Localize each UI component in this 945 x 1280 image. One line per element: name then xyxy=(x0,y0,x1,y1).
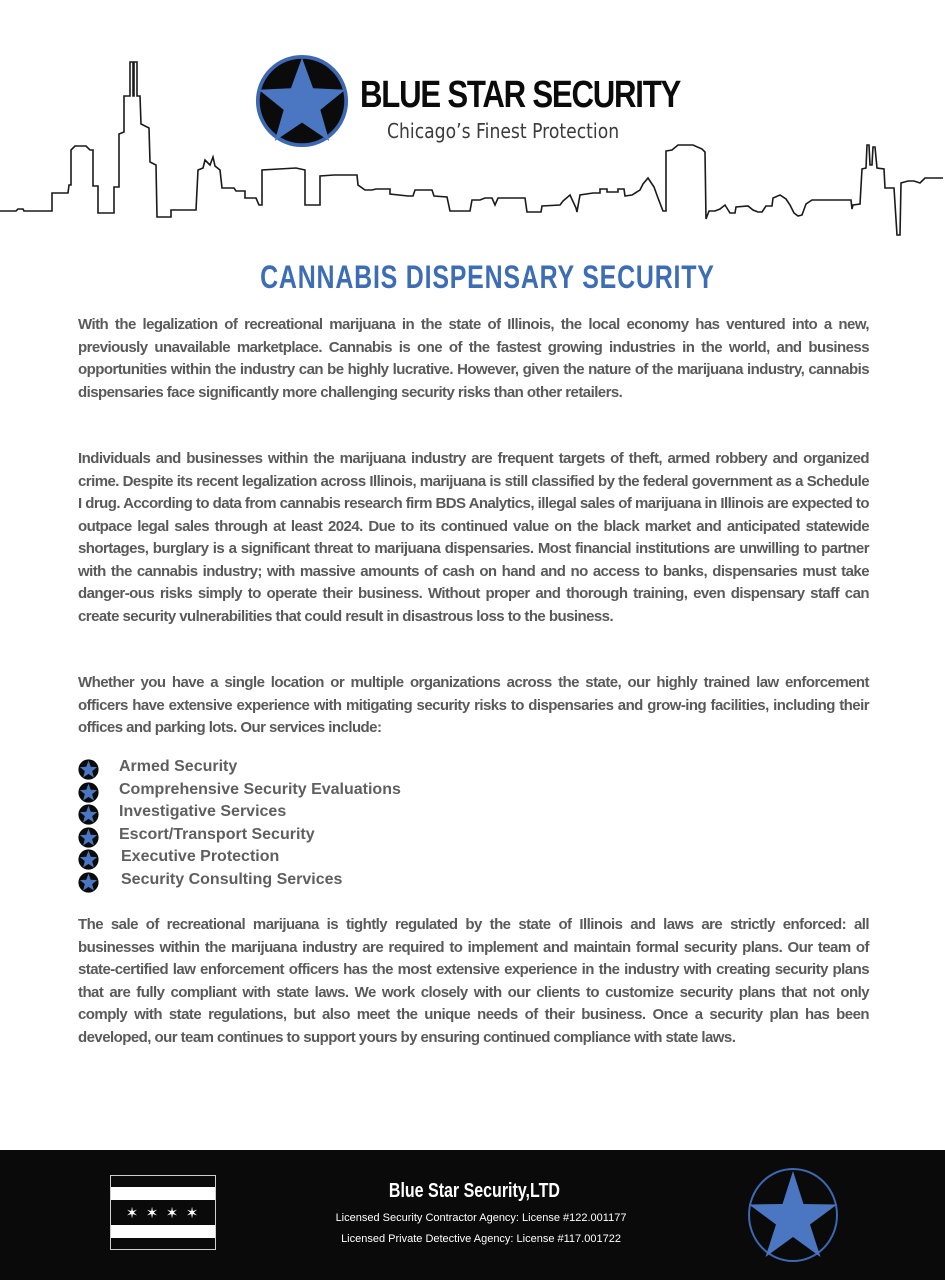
brand-tagline: Chicago’s Finest Protection xyxy=(387,119,620,143)
svg-text:✶: ✶ xyxy=(145,1204,159,1222)
service-label: Security Consulting Services xyxy=(121,870,343,888)
service-label: Escort/Transport Security xyxy=(119,825,315,843)
svg-text:✶: ✶ xyxy=(165,1204,179,1222)
list-item xyxy=(78,802,478,825)
paragraph-text: Individuals and businesses within the marijuana industry are frequent targets of theft, armed robbery and organized crime. Despite its recent legalization across Illinois, marijuana is still classified by the federal government as a Schedule I drug. According to data from cannabis research firm BDS Analytics, illegal sales of marijuana in Illinois are expected to outpace legal sales through at least 2024. Due to its continued value on the black market and anticipated statewide shortages, burglary is a significant threat to marijuana dispensaries. Most financial institutions are unwilling to partner with the cannabis industry; with massive amounts of cash on hand and no access to banks, dispensaries must take danger-ous risks simply to operate their business. Without proper and thorough training, even dispensary staff can create security vulnerabilities that could result in disastrous loss to the business. xyxy=(78,450,869,625)
blue-star-bullet-icon xyxy=(78,827,99,848)
service-label: Executive Protection xyxy=(121,848,280,866)
paragraph-risks xyxy=(78,448,869,628)
brand-name: BLUE STAR SECURITY xyxy=(360,74,681,116)
service-label: Comprehensive Security Evaluations xyxy=(119,780,401,798)
blue-star-bullet-icon xyxy=(78,872,99,893)
blue-star-bullet-icon xyxy=(78,804,99,825)
paragraph-text: With the legalization of recreational marijuana in the state of Illinois, the local economy has ventured into a new, previously unavailable marketplace. Cannabis is one of the fastest growing industries in the world, and business opportunities within the industry can be highly lucrative. However, given the nature of the marijuana industry, cannabis dispensaries face significantly more challenging security risks than other retailers. xyxy=(78,316,869,401)
list-item xyxy=(78,847,478,870)
paragraph-services-intro xyxy=(78,672,869,740)
list-item xyxy=(78,757,478,780)
paragraph-text: The sale of recreational marijuana is tightly regulated by the state of Illinois and laws are strictly enforced: all businesses within the marijuana industry are required to implement and maintain formal security plans. Our team of state-certified law enforcement officers has the most extensive experience in the industry with creating security plans that are fully compliant with state laws. We work closely with our clients to customize security plans that not only comply with state regulations, but also meet the unique needs of their business. Once a security plan has been developed, our team continues to support yours by ensuring continued compliance with state laws. xyxy=(78,916,869,1046)
blue-star-bullet-icon xyxy=(78,782,99,803)
blue-star-bullet-icon xyxy=(78,849,99,870)
list-item xyxy=(78,780,478,803)
security-contractor-license: Licensed Security Contractor Agency: License #122.001177 xyxy=(335,1212,627,1224)
blue-star-outline-icon xyxy=(746,1166,840,1264)
header xyxy=(0,0,945,245)
private-detective-license: Licensed Private Detective Agency: License #117.001722 xyxy=(341,1233,621,1245)
list-item xyxy=(78,825,478,848)
services-list xyxy=(78,757,478,893)
service-label: Armed Security xyxy=(119,758,238,775)
service-label: Investigative Services xyxy=(119,803,287,821)
footer-company-name: Blue Star Security,LTD xyxy=(388,1180,560,1202)
paragraph-text: Whether you have a single location or multiple organizations across the state, our highly trained law enforcement officers have extensive experience with mitigating security risks to dispensaries and grow-ing facilities, including their offices and parking lots. Our services include: xyxy=(78,674,869,736)
paragraph-regulations xyxy=(78,914,869,1049)
svg-text:✶: ✶ xyxy=(185,1204,199,1222)
page-title: CANNABIS DISPENSARY SECURITY xyxy=(260,259,715,295)
blue-star-bullet-icon xyxy=(78,759,99,780)
blue-star-logo-icon xyxy=(255,54,349,148)
list-item xyxy=(78,870,478,893)
paragraph-intro xyxy=(78,314,869,404)
svg-text:✶: ✶ xyxy=(125,1204,139,1222)
footer xyxy=(0,1150,945,1280)
